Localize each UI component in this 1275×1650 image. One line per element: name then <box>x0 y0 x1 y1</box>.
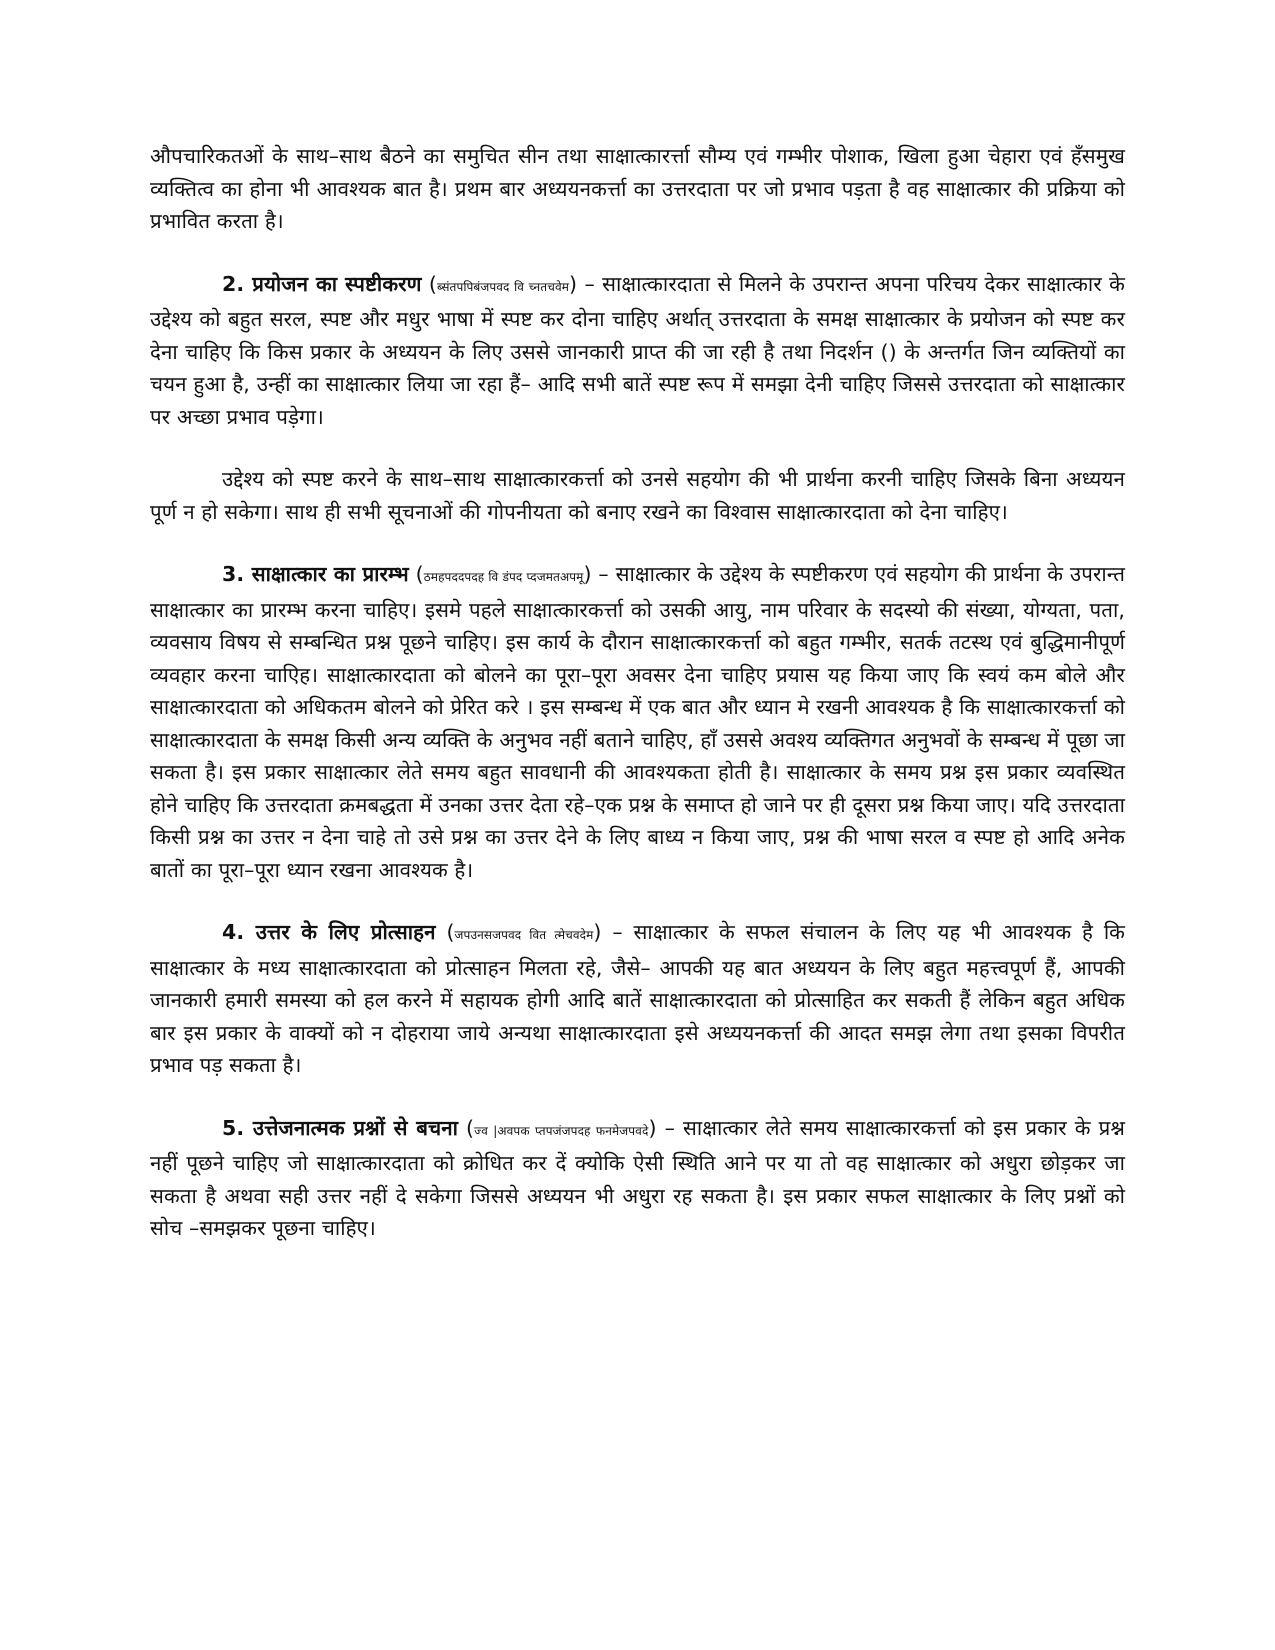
section-3-body: – साक्षात्कार के उद्देश्य के स्पष्टीकरण एवं सहयोग की प्रार्थना के उपरान्त साक्षात्कार का प्रारम्भ करना चाहिए। इसमे पहले साक्षात्कारकर्त्ता को उसकी आयु, नाम परिवार के सदस्यो की संख्या, योग्यता, पता, व्यवसाय विषय से सम्बन्धित प्रश्न पूछने चाहिए। इस कार्य के दौरान साक्षात्कारकर्त्ता को बहुत गम्भीर, सतर्क तटस्थ एवं बुद्धिमानीपूर्ण व्यवहार करना चाएिह। साक्षात्कारदाता को बोलने का पूरा–पूरा अवसर देना चाहिए प्रयास यह किया जाए कि स्वयं कम बोले और साक्षात्कारदाता को अधिकतम बोलने को प्रेरित करे । इस सम्बन्ध में एक बात और ध्यान मे रखनी आवश्यक है कि साक्षात्कारकर्त्ता को साक्षात्कारदाता के समक्ष किसी अन्य व्यक्ति के अनुभव नहीं बताने चाहिए, हाँ उससे अवश्य व्यक्तिगत अनुभवों के सम्बन्ध में पूछा जा सकता है। इस प्रकार साक्षात्कार लेते समय बहुत सावधानी की आवश्यकता होती है। साक्षात्कार के समय प्रश्न इस प्रकार व्यवस्थित होने चाहिए कि उत्तरदाता क्रमबद्धता में उनका उत्तर देता रहे–एक प्रश्न के समाप्त हो जाने पर ही दूसरा प्रश्न किया जाए। यदि उत्तरदाता किसी प्रश्न का उत्तर न देना चाहे तो उसे प्रश्न का उत्तर देने के लिए बाध्य न किया जाए, प्रश्न की भाषा सरल व स्पष्ट हो आदि अनेक बातों का पूरा–पूरा ध्यान रखना आवश्यक है। <box>150 562 1125 882</box>
section-5-paragraph: 5. उत्तेजनात्मक प्रश्नों से बचना (ज्व |अवपक प्तपजंजपदह फनमेजपवदे) – साक्षात्कार लेते समय साक्षात्कारकर्त्ता को इस प्रकार के प्रश्न नहीं पूछने चाहिए जो साक्षात्कारदाता को क्रोधित कर दें क्योकि ऐसी स्थिति आने पर या तो वह साक्षात्कार को अधुरा छोड़कर जा सकता है अथवा सही उत्तर नहीं दे सकेगा जिससे अध्ययन भी अधुरा रह सकता है। इस प्रकार सफल साक्षात्कार के लिए प्रश्नों को सोच –समझकर पूछना चाहिए। <box>150 1115 1126 1240</box>
section-5-english-term: ज्व |अवपक प्तपजंजपदह फनमेजपवदे <box>474 1123 649 1138</box>
section-2-english-term: ब्संतपपिबंजपवद वि च्नतचवेम <box>437 279 570 294</box>
section-2-heading: 2. प्रयोजन का स्पष्टीकरण <box>222 271 422 296</box>
paragraph-intro: औपचारिकतओं के साथ–साथ बैठने का समुचित सीन तथा साक्षात्कारर्त्ता सौम्य एवं गम्भीर पोशाक, खिला हुआ चेहारा एवं हँसमुख व्यक्तित्व का होना भी आवश्यक बात है। प्रथम बार अध्ययनकर्त्ता का उत्तरदाता पर जो प्रभाव पड़ता है वह साक्षात्कार की प्रक्रिया को प्रभावित करता है। <box>150 144 1125 233</box>
section-2-body: – साक्षात्कारदाता से मिलने के उपरान्त अपना परिचय देकर साक्षात्कार के उद्देश्य को बहुत सरल, स्पष्ट और मधुर भाषा में स्पष्ट कर दोना चाहिए अर्थात् उत्तरदाता के समक्ष साक्षात्कार के प्रयोजन को स्पष्ट कर देना चाहिए कि किस प्रकार के अध्ययन के लिए उससे जानकारी प्राप्त की जा रही है तथा निदर्शन () के अन्तर्गत जिन व्यक्तियों का चयन हुआ है, उन्हीं का साक्षात्कार लिया जा रहा हैं– आदि सभी बातें स्पष्ट रूप में समझा देनी चाहिए जिससे उत्तरदाता को साक्षात्कार पर अच्छा प्रभाव पड़ेगा। <box>150 271 1126 429</box>
section-2-paragraph: 2. प्रयोजन का स्पष्टीकरण (ब्संतपपिबंजपवद वि च्नतचवेम) – साक्षात्कारदाता से मिलने के उपरान्त अपना परिचय देकर साक्षात्कार के उद्देश्य को बहुत सरल, स्पष्ट और मधुर भाषा में स्पष्ट कर दोना चाहिए अर्थात् उत्तरदाता के समक्ष साक्षात्कार के प्रयोजन को स्पष्ट कर देना चाहिए कि किस प्रकार के अध्ययन के लिए उससे जानकारी प्राप्त की जा रही है तथा निदर्शन () के अन्तर्गत जिन व्यक्तियों का चयन हुआ है, उन्हीं का साक्षात्कार लिया जा रहा हैं– आदि सभी बातें स्पष्ट रूप में समझा देनी चाहिए जिससे उत्तरदाता को साक्षात्कार पर अच्छा प्रभाव पड़ेगा। <box>150 271 1126 429</box>
section-3-paragraph: 3. साक्षात्कार का प्रारम्भ (ठमहपददपदह वि डंपद प्दजमतअपमू) – साक्षात्कार के उद्देश्य के स्पष्टीकरण एवं सहयोग की प्रार्थना के उपरान्त साक्षात्कार का प्रारम्भ करना चाहिए। इसमे पहले साक्षात्कारकर्त्ता को उसकी आयु, नाम परिवार के सदस्यो की संख्या, योग्यता, पता, व्यवसाय विषय से सम्बन्धित प्रश्न पूछने चाहिए। इस कार्य के दौरान साक्षात्कारकर्त्ता को बहुत गम्भीर, सतर्क तटस्थ एवं बुद्धिमानीपूर्ण व्यवहार करना चाएिह। साक्षात्कारदाता को बोलने का पूरा–पूरा अवसर देना चाहिए प्रयास यह किया जाए कि स्वयं कम बोले और साक्षात्कारदाता को अधिकतम बोलने को प्रेरित करे । इस सम्बन्ध में एक बात और ध्यान मे रखनी आवश्यक है कि साक्षात्कारकर्त्ता को साक्षात्कारदाता के समक्ष किसी अन्य व्यक्ति के अनुभव नहीं बताने चाहिए, हाँ उससे अवश्य व्यक्तिगत अनुभवों के सम्बन्ध में पूछा जा सकता है। इस प्रकार साक्षात्कार लेते समय बहुत सावधानी की आवश्यकता होती है। साक्षात्कार के समय प्रश्न इस प्रकार व्यवस्थित होने चाहिए कि उत्तरदाता क्रमबद्धता में उनका उत्तर देता रहे–एक प्रश्न के समाप्त हो जाने पर ही दूसरा प्रश्न किया जाए। यदि उत्तरदाता किसी प्रश्न का उत्तर न देना चाहे तो उसे प्रश्न का उत्तर देने के लिए बाध्य न किया जाए, प्रश्न की भाषा सरल व स्पष्ट हो आदि अनेक बातों का पूरा–पूरा ध्यान रखना आवश्यक है। <box>150 562 1125 882</box>
section-2-continuation: उद्देश्य को स्पष्ट करने के साथ–साथ साक्षात्कारकर्त्ता को उनसे सहयोग की भी प्रार्थना करनी चाहिए जिसके बिना अध्ययन पूर्ण न हो सकेगा। साथ ही सभी सूचनाओं की गोपनीयता को बनाए रखने का विश्वास साक्षात्कारदाता को देना चाहिए। <box>150 467 1125 524</box>
section-4-english-term: जपउनसजपवद वित त्मेचवदेम <box>454 928 594 942</box>
section-4-heading: 4. उत्तर के लिए प्रोत्साहन <box>222 920 436 944</box>
section-3-heading: 3. साक्षात्कार का प्रारम्भ <box>222 562 409 586</box>
section-4-body: – साक्षात्कार के सफल संचालन के लिए यह भी आवश्यक है कि साक्षात्कार के मध्य साक्षात्कारदाता को प्रोत्साहन मिलता रहे, जैसे– आपकी यह बात अध्ययन के लिए बहुत महत्त्वपूर्ण हैं, आपकी जानकारी हमारी समस्या को हल करने में सहायक होगी आदि बातें साक्षात्कारदाता को प्रोत्साहित कर सकती हैं लेकिन बहुत अधिक बार इस प्रकार के वाक्यों को न दोहराया जाये अन्यथा साक्षात्कारदाता इसे अध्ययनकर्त्ता की आदत समझ लेगा तथा इसका विपरीत प्रभाव पड़ सकता है। <box>150 920 1126 1077</box>
section-5-heading: 5. उत्तेजनात्मक प्रश्नों से बचना <box>222 1115 459 1140</box>
section-5-body: – साक्षात्कार लेते समय साक्षात्कारकर्त्ता को इस प्रकार के प्रश्न नहीं पूछने चाहिए जो साक्षात्कारदाता को क्रोधित कर दें क्योकि ऐसी स्थिति आने पर या तो वह साक्षात्कार को अधुरा छोड़कर जा सकता है अथवा सही उत्तर नहीं दे सकेगा जिससे अध्ययन भी अधुरा रह सकता है। इस प्रकार सफल साक्षात्कार के लिए प्रश्नों को सोच –समझकर पूछना चाहिए। <box>150 1115 1126 1240</box>
section-4-paragraph: 4. उत्तर के लिए प्रोत्साहन (जपउनसजपवद वित त्मेचवदेम) – साक्षात्कार के सफल संचालन के लिए यह भी आवश्यक है कि साक्षात्कार के मध्य साक्षात्कारदाता को प्रोत्साहन मिलता रहे, जैसे– आपकी यह बात अध्ययन के लिए बहुत महत्त्वपूर्ण हैं, आपकी जानकारी हमारी समस्या को हल करने में सहायक होगी आदि बातें साक्षात्कारदाता को प्रोत्साहित कर सकती हैं लेकिन बहुत अधिक बार इस प्रकार के वाक्यों को न दोहराया जाये अन्यथा साक्षात्कारदाता इसे अध्ययनकर्त्ता की आदत समझ लेगा तथा इसका विपरीत प्रभाव पड़ सकता है। <box>150 920 1126 1077</box>
section-3-english-term: ठमहपददपदह वि डंपद प्दजमतअपमू <box>423 570 584 584</box>
